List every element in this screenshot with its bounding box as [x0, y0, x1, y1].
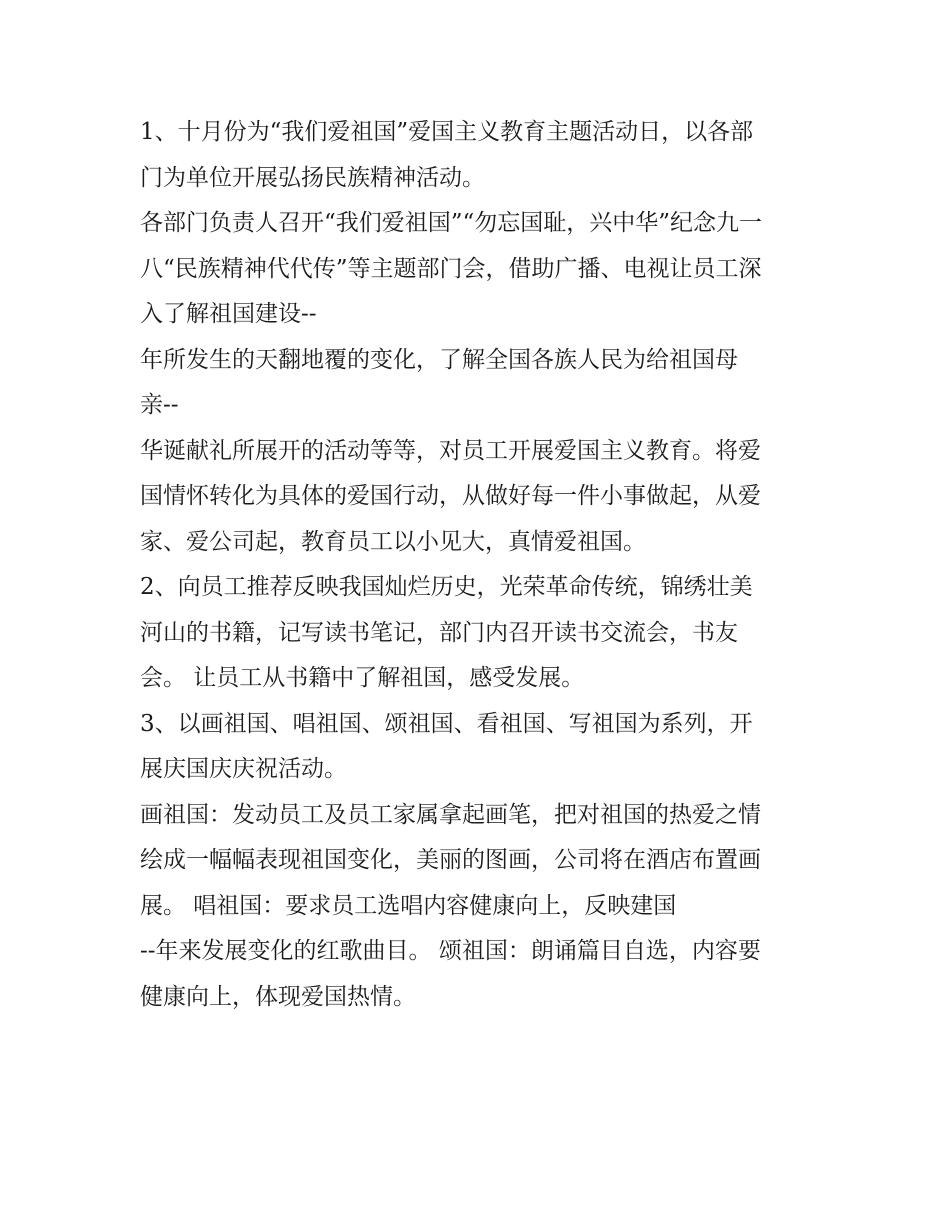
text-line-7: 亲--: [140, 392, 179, 418]
text-line-20: 健康向上，体现爱国热情。: [140, 983, 416, 1010]
text-line-17: 绘成一幅幅表现祖国变化，美丽的图画，公司将在酒店布置画: [140, 847, 761, 873]
text-line-14: 3、以画祖国、唱祖国、颂祖国、看祖国、写祖国为系列，开: [140, 710, 753, 737]
text-line-4: 八“民族精神代代传”等主题部门会，借助广播、电视让员工深: [140, 255, 762, 282]
text-line-18: 展。 唱祖国：要求员工选唱内容健康向上，反映建国: [140, 892, 677, 919]
text-line-5: 入了解祖国建设--: [140, 301, 317, 327]
text-line-16: 画祖国：发动员工及员工家属拿起画笔，把对祖国的热爱之情: [140, 801, 761, 828]
text-line-15: 展庆国庆庆祝活动。: [140, 756, 347, 782]
text-line-19: --年来发展变化的红歌曲目。 颂祖国：朗诵篇目自选，内容要: [140, 938, 761, 964]
text-line-6: 年所发生的天翻地覆的变化，了解全国各族人民为给祖国母: [140, 346, 738, 373]
text-line-12: 河山的书籍，记写读书笔记，部门内召开读书交流会，书友: [140, 619, 738, 646]
text-line-10: 家、爱公司起，教育员工以小见大，真情爱祖国。: [140, 528, 646, 555]
text-line-9: 国情怀转化为具体的爱国行动，从做好每一件小事做起，从爱: [140, 483, 761, 509]
document-page: [140, 110, 830, 1020]
text-line-13: 会。 让员工从书籍中了解祖国，感受发展。: [140, 665, 585, 691]
text-line-2: 门为单位开展弘扬民族精神活动。: [140, 164, 485, 191]
text-line-11: 2、向员工推荐反映我国灿烂历史，光荣革命传统，锦绣壮美: [140, 574, 753, 600]
text-line-3: 各部门负责人召开“我们爱祖国”“勿忘国耻，兴中华”纪念九一: [140, 210, 763, 236]
text-line-8: 华诞献礼所展开的活动等等，对员工开展爱国主义教育。将爱: [140, 437, 761, 464]
text-line-1: 1、十月份为“我们爱祖国”爱国主义教育主题活动日，以各部: [140, 119, 754, 145]
